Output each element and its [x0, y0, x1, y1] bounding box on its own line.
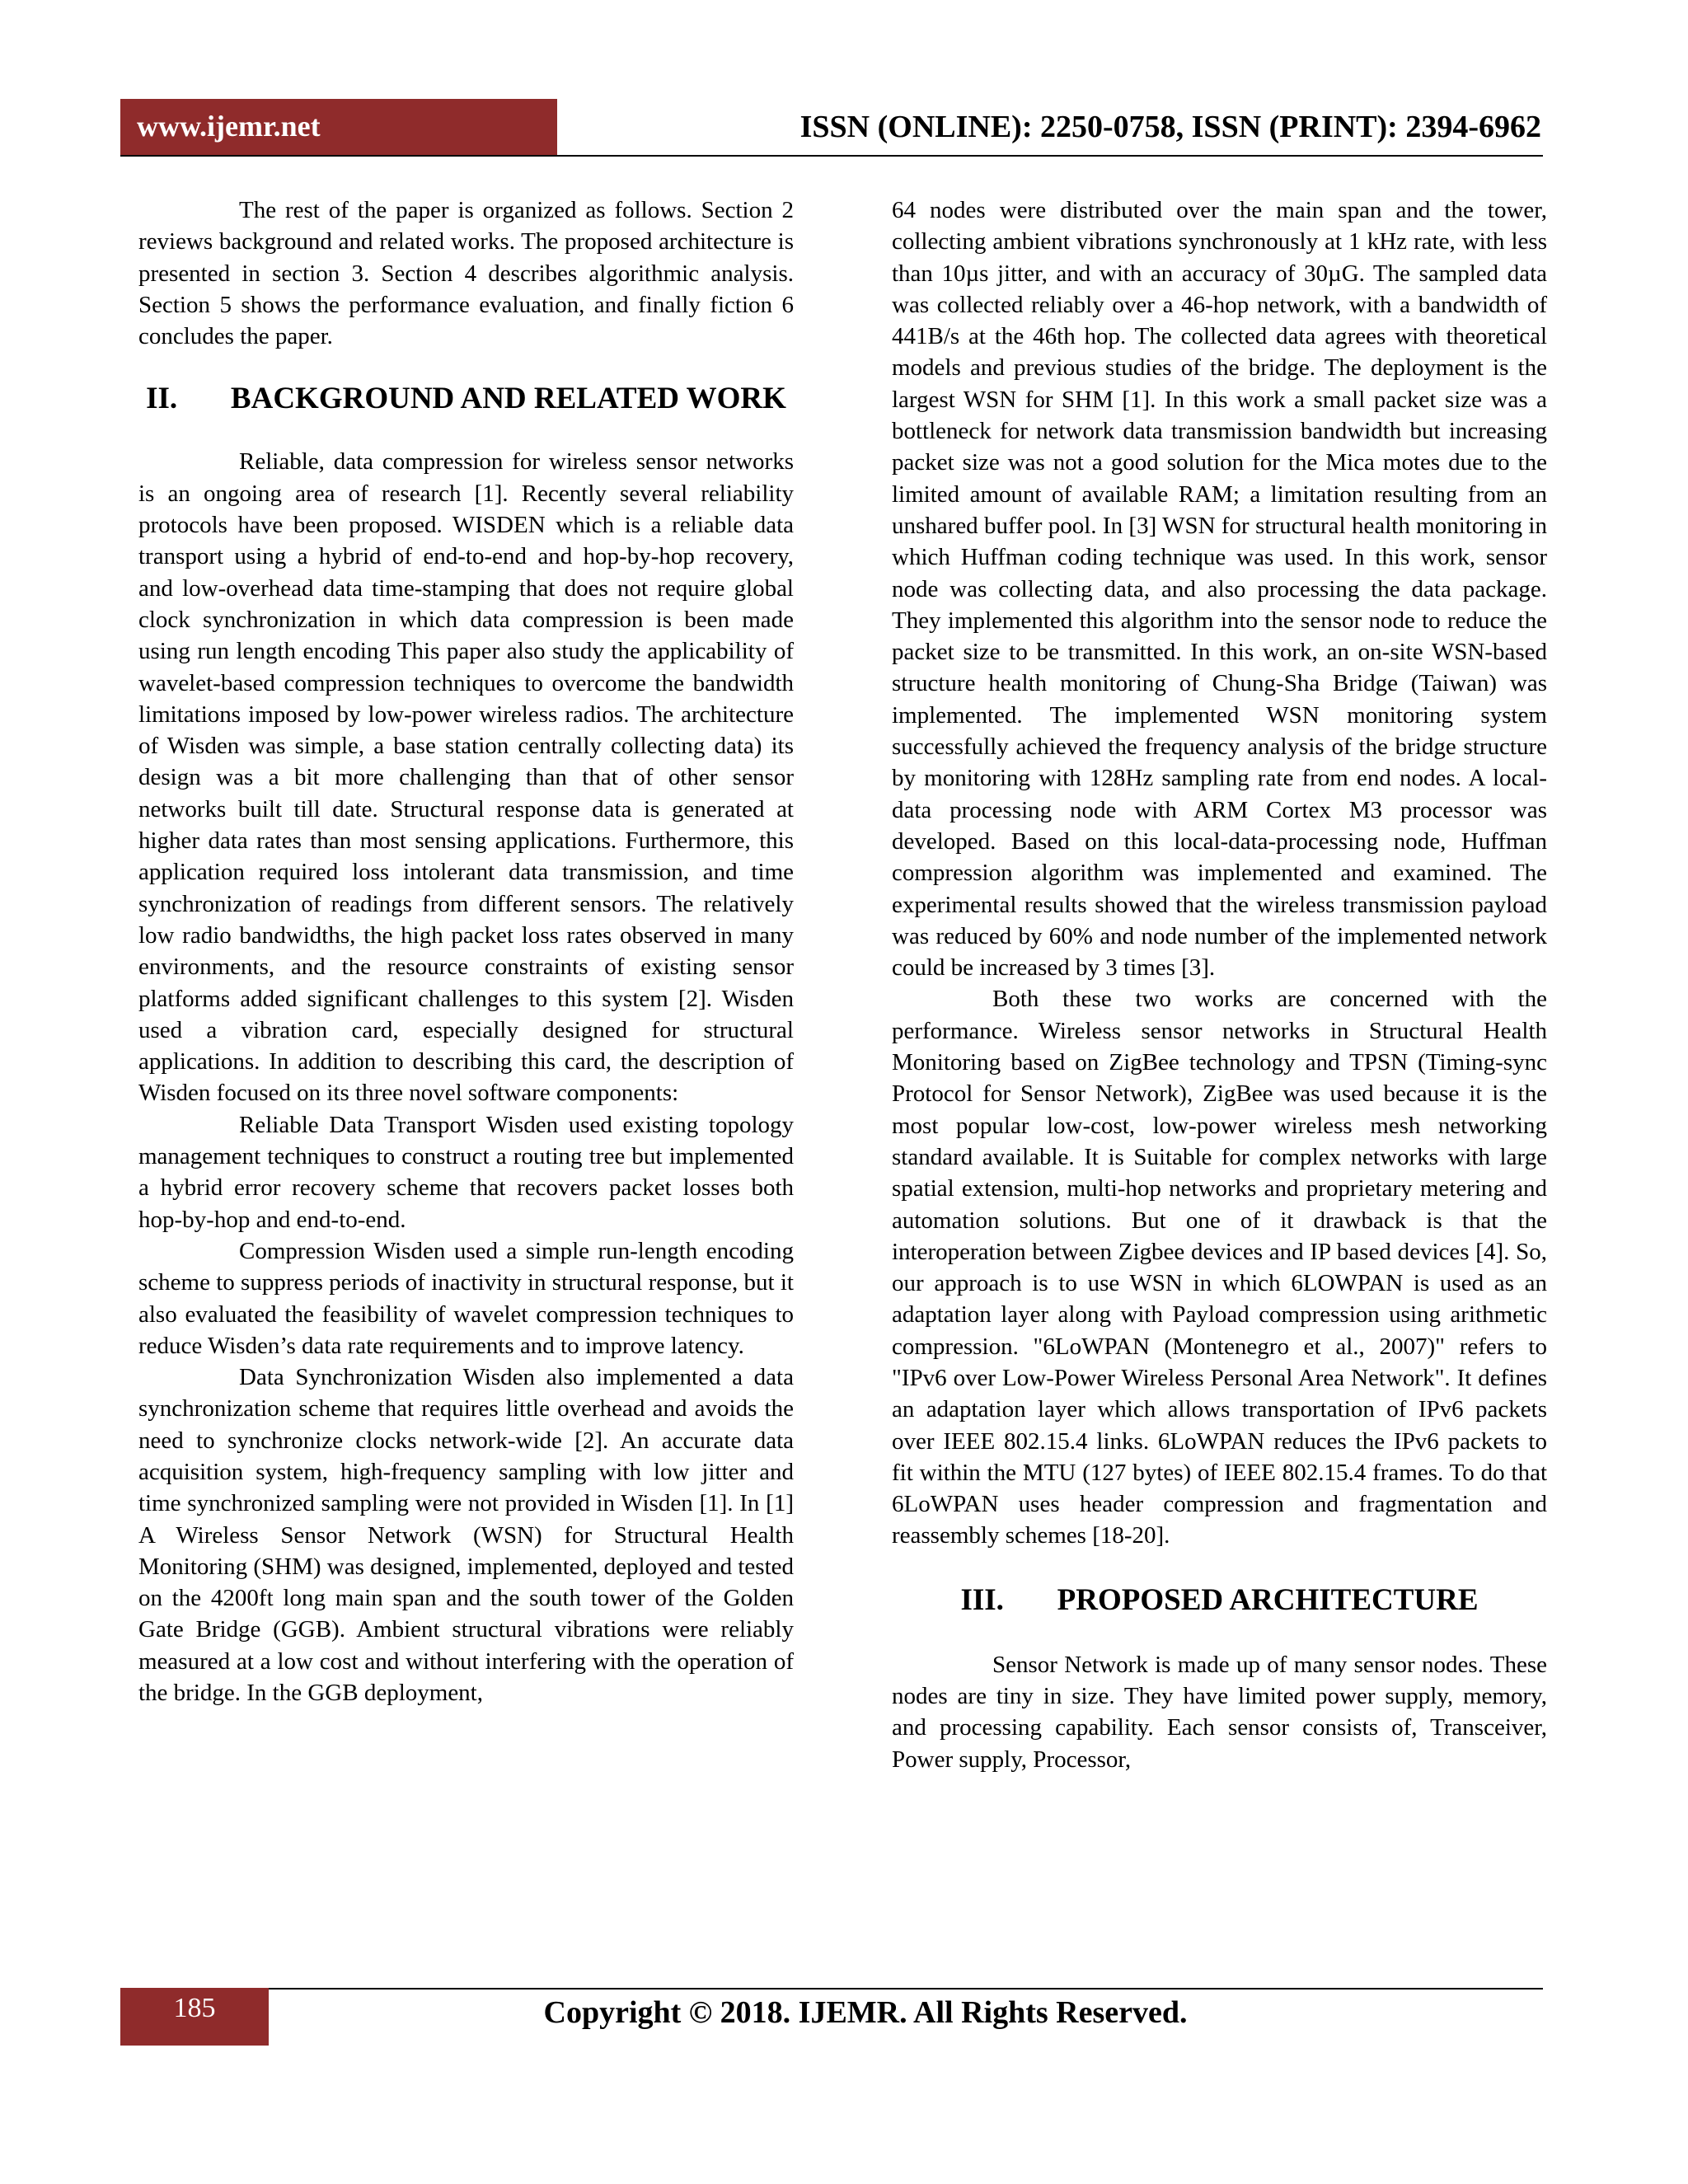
header-rule	[120, 155, 1543, 157]
section-heading-architecture	[892, 1582, 1547, 1619]
section-title: BACKGROUND AND RELATED WORK	[230, 382, 786, 416]
paragraph-compression: Compression Wisden used a simple run-length encoding scheme to suppress periods of inactivity in structural response, but it also evaluated the feasibility of wavelet compression techniques to reduce Wisden’s data rate requirements and to improve latency.	[138, 1237, 794, 1359]
journal-issn: ISSN (ONLINE): 2250-0758, ISSN (PRINT): 2394-6962	[799, 110, 1541, 144]
footer-rule	[120, 1988, 1543, 1990]
paragraph-wisden: Reliable, data compression for wireless sensor networks is an ongoing area of research [1]. Recently several reliability protocols have been proposed. WISDEN which is a reliable data transport using a hybrid of end-to-end and hop-by-hop recovery, and low-overhead data time-stamping that does not require global clock synchronization in which data compression is been made using run length encoding This paper also study the applicability of wavelet-based compression techniques to overcome the bandwidth limitations imposed by low-power wireless radios. The architecture of Wisden was simple, a base station centrally collecting data) its design was a bit more challenging than that of other sensor networks built till date. Structural response data is generated at higher data rates than most sensing applications. Furthermore, this application required loss intolerant data transmission, and time synchronization of readings from different sensors. The relatively low radio bandwidths, the high packet loss rates observed in many environments, and the resource constraints of existing sensor platforms added significant challenges to this system [2]. Wisden used a vibration card, especially designed for structural applications. In addition to describing this card, the description of Wisden focused on its three novel software components:	[138, 448, 794, 1107]
paragraph-organization: The rest of the paper is organized as follows. Section 2 reviews background and related works. The proposed architecture is presented in section 3. Section 4 describes algorithmic analysis. Section 5 shows the performance evaluation, and finally fiction 6 concludes the paper.	[138, 197, 794, 350]
paragraph-zigbee: Both these two works are concerned with the performance. Wireless sensor networks in Structural Health Monitoring based on ZigBee technology and TPSN (Timing-sync Protocol for Sensor Network), ZigBee was used because it is the most popular low-cost, low-power wireless mesh networking standard available. It is Suitable for complex networks with large spatial extension, multi-hop networks and proprietary metering and automation solutions. But one of it drawback is that the interoperation between Zigbee devices and IP based devices [4]. So, our approach is to use WSN in which 6LOWPAN is used as an adaptation layer along with Payload compression using arithmetic compression. "6LoWPAN (Montenegro et al., 2007)" refers to "IPv6 over Low-Power Wireless Personal Area Network". It defines an adaptation layer which allows transportation of IPv6 packets over IEEE 802.15.4 links. 6LoWPAN reduces the IPv6 packets to fit within the MTU (127 bytes) of IEEE 802.15.4 frames. To do that 6LoWPAN uses header compression and fragmentation and reassembly schemes [18-20].	[892, 986, 1547, 1549]
section-number: III.	[960, 1582, 1004, 1617]
right-column	[892, 194, 1547, 1775]
paragraph-synchronization: Data Synchronization Wisden also implemented a data synchronization scheme that requires little overhead and avoids the need to synchronize clocks network-wide [2]. An accurate data acquisition system, high-frequency sampling with low jitter and time synchronized sampling were not provided in Wisden [1]. In [1] A Wireless Sensor Network (WSN) for Structural Health Monitoring (SHM) was designed, implemented, deployed and tested on the 4200ft long main span and the south tower of the Golden Gate Bridge (GGB). Ambient structural vibrations were reliably measured at a low cost and without interfering with the operation of the bridge. In the GGB deployment,	[138, 1364, 794, 1707]
paragraph-ggb: 64 nodes were distributed over the main span and the tower, collecting ambient vibrations synchronously at 1 kHz rate, with less than 10µs jitter, and with an accuracy of 30µG. The sampled data was collected reliably over a 46-hop network, with a bandwidth of 441B/s at the 46th hop. The collected data agrees with theoretical models and previous studies of the bridge. The deployment is the largest WSN for SHM [1]. In this work a small packet size was a bottleneck for network data transmission bandwidth but increasing packet size was not a good solution for the Mica motes due to the limited amount of available RAM; a limitation resulting from an unshared buffer pool. In [3] WSN for structural health monitoring in which Huffman coding technique was used. In this work, sensor node was collecting data, and also processing the data package. They implemented this algorithm into the sensor node to reduce the packet size to be transmitted. In this work, an on-site WSN-based structure health monitoring of Chung-Sha Bridge (Taiwan) was implemented. The implemented WSN monitoring system successfully achieved the frequency analysis of the bridge structure by monitoring with 128Hz sampling rate from end nodes. A local-data processing node with ARM Cortex M3 processor was developed. Based on this local-data-processing node, Huffman compression algorithm was implemented and examined. The experimental results showed that the wireless transmission payload was reduced by 60% and node number of the implemented network could be increased by 3 times [3].	[892, 197, 1547, 982]
section-heading-background	[138, 380, 794, 418]
section-number: II.	[146, 382, 178, 416]
page-number: 185	[173, 1993, 216, 2023]
paragraph-sensor-network: Sensor Network is made up of many sensor nodes. These nodes are tiny in size. They have limited power supply, memory, and processing capability. Each sensor consists of, Transceiver, Power supply, Processor,	[892, 1651, 1547, 1773]
journal-site: www.ijemr.net	[137, 110, 321, 143]
copyright: Copyright © 2018. IJEMR. All Rights Reserved.	[543, 1995, 1188, 2030]
left-column	[138, 194, 794, 1708]
paragraph-reliable-transport: Reliable Data Transport Wisden used existing topology management techniques to construct a routing tree but implemented a hybrid error recovery scheme that recovers packet losses both hop-by-hop and end-to-end.	[138, 1111, 794, 1233]
section-title: PROPOSED ARCHITECTURE	[1057, 1582, 1479, 1617]
